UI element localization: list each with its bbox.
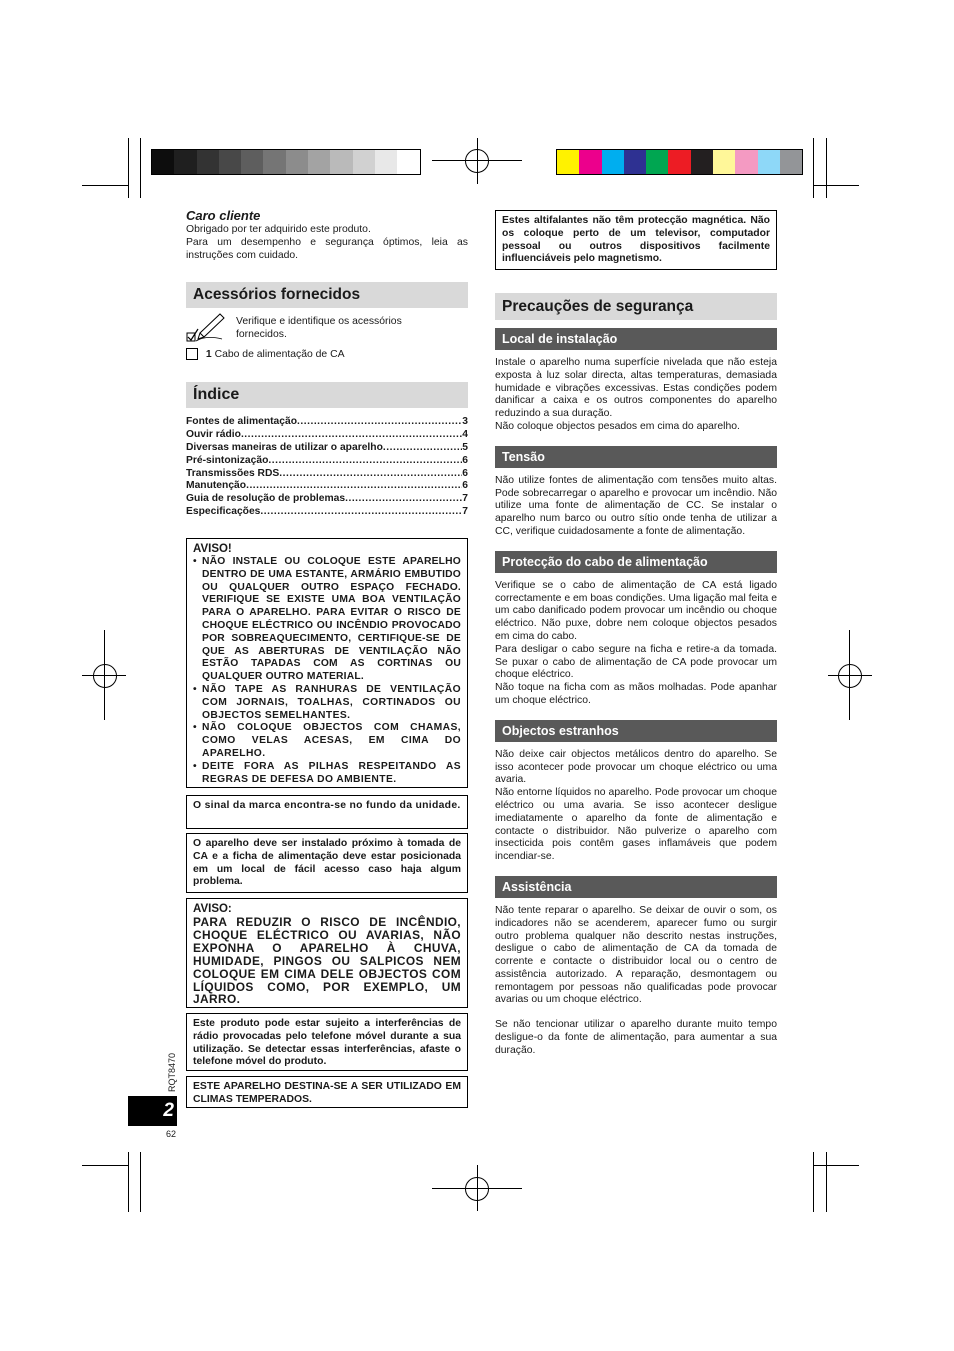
toc-page: 5 <box>462 441 468 453</box>
magnet-notice-text: Estes altifalantes não têm protecção magnética. Não os coloque perto de um televisor, computador pessoal ou outros dispositivos facilmente influenciáveis pelo magnetismo. <box>502 215 770 265</box>
registration-mark-icon <box>93 664 117 688</box>
warning-box-2 <box>186 898 468 1008</box>
toc-label: Diversas maneiras de utilizar o aparelho <box>186 441 383 453</box>
toc-page: 7 <box>462 493 468 505</box>
safety-paragraph: Não tente reparar o aparelho. Se deixar de ouvir o som, os indicadores não se acenderem, aparecer fumo ou surgir outro problema qualquer não descrito nestas instruções, desligue o cabo de alimentação de CA da tomada de corrente e contacte o distribuidor local ou o centro de assistência autorizado. A reparação, desmontagem ou remontagem por pessoas não qualificadas pode provocar avarias ou um choque eléctrico. <box>495 904 777 1006</box>
notice-phone <box>186 1013 468 1071</box>
toc-page: 6 <box>462 480 468 492</box>
intro-line1: Obrigado por ter adquirido este produto. <box>186 224 371 235</box>
warning-item-text: NÃO INSTALE OU COLOQUE ESTE APARELHO DENTRO DE UMA ESTANTE, ARMÁRIO EMBUTIDO OU QUALQUER OUTRO ESPAÇO FECHADO. VERIFIQUE SE EXISTE UMA BOA VENTILAÇÃO PARA O APARELHO. PARA EVITAR O RISCO DE CHOQUE ELÉCTRICO OU INCÊNDIO PROVOCADO POR SOBREAQUECIMENTO, CERTIFIQUE-SE DE QUE AS ABERTURAS DE VENTILAÇÃO NÃO ESTÃO TAPADAS COM AS CORTINAS OU QUALQUER OUTRO MATERIAL. <box>202 556 461 683</box>
toc-item[interactable] <box>186 416 468 429</box>
toc-leader <box>297 416 462 429</box>
toc-leader <box>260 506 462 519</box>
toc-item[interactable] <box>186 468 468 481</box>
toc-label: Manutenção <box>186 480 247 492</box>
toc-leader <box>345 493 462 506</box>
gray-swatch <box>241 150 263 174</box>
notice-socket-text: O aparelho deve ser instalado próximo à tomada de CA e a ficha de alimentação deve estar posicionada em um local de fácil acesso caso haja algum problema. <box>193 838 461 888</box>
notice-mark-text: O sinal da marca encontra-se no fundo da unidade. <box>193 800 461 811</box>
safety-section-title: Objectos estranhos <box>495 720 777 742</box>
notice-climate-text: ESTE APARELHO DESTINA-SE A SER UTILIZADO EM CLIMAS TEMPERADOS. <box>193 1081 461 1105</box>
toc-page: 6 <box>462 467 468 479</box>
toc-leader <box>279 468 462 481</box>
accessory-label: Cabo de alimentação de CA <box>214 349 345 360</box>
gray-swatch <box>308 150 330 174</box>
color-swatch <box>668 150 690 174</box>
toc-item[interactable] <box>186 455 468 468</box>
accessories-note: Verifique e identifique os acessórios fornecidos. <box>236 316 402 340</box>
warning-item <box>193 722 461 760</box>
page-label: 2 <box>128 1096 177 1126</box>
toc-page: 6 <box>462 454 468 466</box>
safety-paragraph: Não entorne líquidos no aparelho. Pode provocar um choque eléctrico ou uma avaria. Se isso acontecer desligue imediatamente o aparelho da fonte de alimentação e contacte o distribuidor. Não pulverize o aparelho com insecticida pois contêm gases inflamáveis que podem incendiar-se. <box>495 787 777 863</box>
warning-item-text: DEITE FORA AS PILHAS RESPEITANDO AS REGRAS DE DEFESA DO AMBIENTE. <box>202 760 461 785</box>
table-of-contents <box>186 416 468 519</box>
toc-leader <box>241 429 462 442</box>
intro-line2: Para um desempenho e segurança óptimos, leia as instruções com cuidado. <box>186 237 468 261</box>
safety-section-title: Assistência <box>495 876 777 898</box>
warning2-text: PARA REDUZIR O RISCO DE INCÊNDIO, CHOQUE ELÉCTRICO OU AVARIAS, NÃO EXPONHA O APARELHO À CHUVA, HUMIDADE, PINGOS OU SALPICOS NEM COLOQUE EM CIMA DELE OBJECTOS COM LÍQUIDOS COMO, POR EXEMPLO, UM JARRO. <box>193 915 461 1007</box>
bullet-icon: • <box>193 722 197 734</box>
accessory-item <box>186 348 468 361</box>
safety-paragraph: Se não tencionar utilizar o aparelho durante muito tempo desligue-o da fonte de alimentação, para aumentar a sua duração. <box>495 1019 777 1056</box>
warning-list <box>193 556 461 786</box>
safety-heading: Precauções de segurança <box>495 293 777 320</box>
warning2-title: AVISO: <box>193 903 232 915</box>
safety-paragraph: Não deixe cair objectos metálicos dentro do aparelho. Se isso acontecer pode provocar um choque eléctrico ou uma avaria. <box>495 748 777 786</box>
warning-box <box>186 538 468 788</box>
accessories-heading: Acessórios fornecidos <box>186 282 468 308</box>
safety-section <box>495 446 777 539</box>
registration-mark-icon <box>465 149 489 173</box>
toc-page: 4 <box>462 428 468 440</box>
safety-section-title: Tensão <box>495 446 777 468</box>
safety-section <box>495 876 777 1058</box>
toc-page: 7 <box>462 506 468 518</box>
pencil-check-icon <box>186 311 226 343</box>
warning-item <box>193 684 461 722</box>
warning-item <box>193 556 461 684</box>
toc-label: Transmissões RDS <box>186 467 280 479</box>
toc-leader <box>268 455 462 468</box>
safety-paragraph: Não utilize fontes de alimentação com tensões muito altas. Pode sobrecarregar o aparelho e provocar um incêndio. Não utilize uma fonte de alimentação de CC. Se instalar o aparelho num barco ou outro sítio onde tenha de utilizar a CC, verifique cuidadosamente a fonte de alimentação. <box>495 474 777 537</box>
index-heading: Índice <box>186 382 468 408</box>
warning-item <box>193 761 461 787</box>
toc-label: Especificações <box>186 506 261 518</box>
toc-label: Pré-sintonização <box>186 454 269 466</box>
color-swatch <box>691 150 713 174</box>
grayscale-calibration-bar <box>151 149 421 175</box>
toc-page: 3 <box>462 416 468 427</box>
page-number: 62 <box>166 1129 177 1139</box>
checkbox-icon[interactable] <box>186 348 198 360</box>
gray-swatch <box>397 150 419 174</box>
gray-swatch <box>353 150 375 174</box>
gray-swatch <box>197 150 219 174</box>
color-swatch <box>579 150 601 174</box>
safety-section <box>495 551 777 708</box>
model-code: RQT8470 <box>167 1052 177 1092</box>
gray-swatch <box>375 150 397 174</box>
registration-mark-icon <box>838 664 862 688</box>
accessory-qty: 1 <box>205 349 212 360</box>
color-swatch <box>780 150 802 174</box>
color-swatch <box>735 150 757 174</box>
bullet-icon: • <box>193 683 197 695</box>
intro-title: Caro cliente <box>186 208 261 223</box>
safety-section <box>495 328 777 434</box>
bullet-icon: • <box>193 556 197 567</box>
color-swatch <box>758 150 780 174</box>
toc-item[interactable] <box>186 493 468 506</box>
gray-swatch <box>263 150 285 174</box>
toc-item[interactable] <box>186 480 468 493</box>
safety-paragraph: Não coloque objectos pesados em cima do aparelho. <box>495 420 740 432</box>
toc-leader <box>246 480 462 493</box>
gray-swatch <box>174 150 196 174</box>
intro <box>186 208 468 262</box>
toc-item[interactable] <box>186 429 468 442</box>
toc-label: Fontes de alimentação <box>186 416 298 427</box>
color-swatch <box>713 150 735 174</box>
safety-paragraph: Instale o aparelho numa superfície nivelada que não esteja exposta à luz solar directa, altas temperaturas, demasiada humidade e vibrações excessivas. Estas condições podem danificar a caixa e os outros componentes do aparelho reduzindo a sua duração. <box>495 357 777 420</box>
magnet-notice <box>495 210 777 270</box>
color-swatch <box>602 150 624 174</box>
notice-phone-text: Este produto pode estar sujeito a interferências de rádio provocadas pelo telefone móvel durante a sua utilização. Se detectar essas interferências, afaste o telefone móvel do produto. <box>193 1018 461 1068</box>
warning-item-text: NÃO COLOQUE OBJECTOS COM CHAMAS, COMO VELAS ACESAS, EM CIMA DO APARELHO. <box>202 722 461 759</box>
warning-item-text: NÃO TAPE AS RANHURAS DE VENTILAÇÃO COM JORNAIS, TOALHAS, CORTINADOS OU OBJECTOS SEMELHANTES. <box>202 683 461 721</box>
gray-swatch <box>219 150 241 174</box>
toc-label: Ouvir rádio <box>186 428 241 440</box>
safety-section-title: Protecção do cabo de alimentação <box>495 551 777 573</box>
toc-item[interactable] <box>186 442 468 455</box>
registration-mark-icon <box>465 1177 489 1201</box>
safety-sections <box>495 328 777 1058</box>
color-calibration-bar <box>556 149 803 175</box>
warning-title: AVISO! <box>193 543 232 555</box>
gray-swatch <box>286 150 308 174</box>
color-swatch <box>646 150 668 174</box>
toc-item[interactable] <box>186 506 468 519</box>
safety-paragraph: Não toque na ficha com as mãos molhadas. Pode apanhar um choque eléctrico. <box>495 682 777 706</box>
notice-climate <box>186 1076 468 1108</box>
safety-paragraph: Verifique se o cabo de alimentação de CA está ligado correctamente e em boas condições. Uma ligação mal feita e um cabo danificado podem provocar um incêndio ou choque eléctrico. Não puxe, dobre nem coloque objectos pesados em cima do cabo. <box>495 579 777 642</box>
gray-swatch <box>152 150 174 174</box>
color-swatch <box>557 150 579 174</box>
color-swatch <box>624 150 646 174</box>
notice-mark <box>186 795 468 829</box>
gray-swatch <box>330 150 352 174</box>
bullet-icon: • <box>193 760 197 772</box>
safety-section-title: Local de instalação <box>495 328 777 350</box>
toc-leader <box>383 442 462 455</box>
safety-section <box>495 720 777 864</box>
safety-paragraph: Para desligar o cabo segure na ficha e retire-a da tomada. Se puxar o cabo de alimentação de CA pode provocar um choque eléctrico. <box>495 643 777 681</box>
notice-socket <box>186 833 468 893</box>
toc-label: Guia de resolução de problemas <box>186 493 346 505</box>
